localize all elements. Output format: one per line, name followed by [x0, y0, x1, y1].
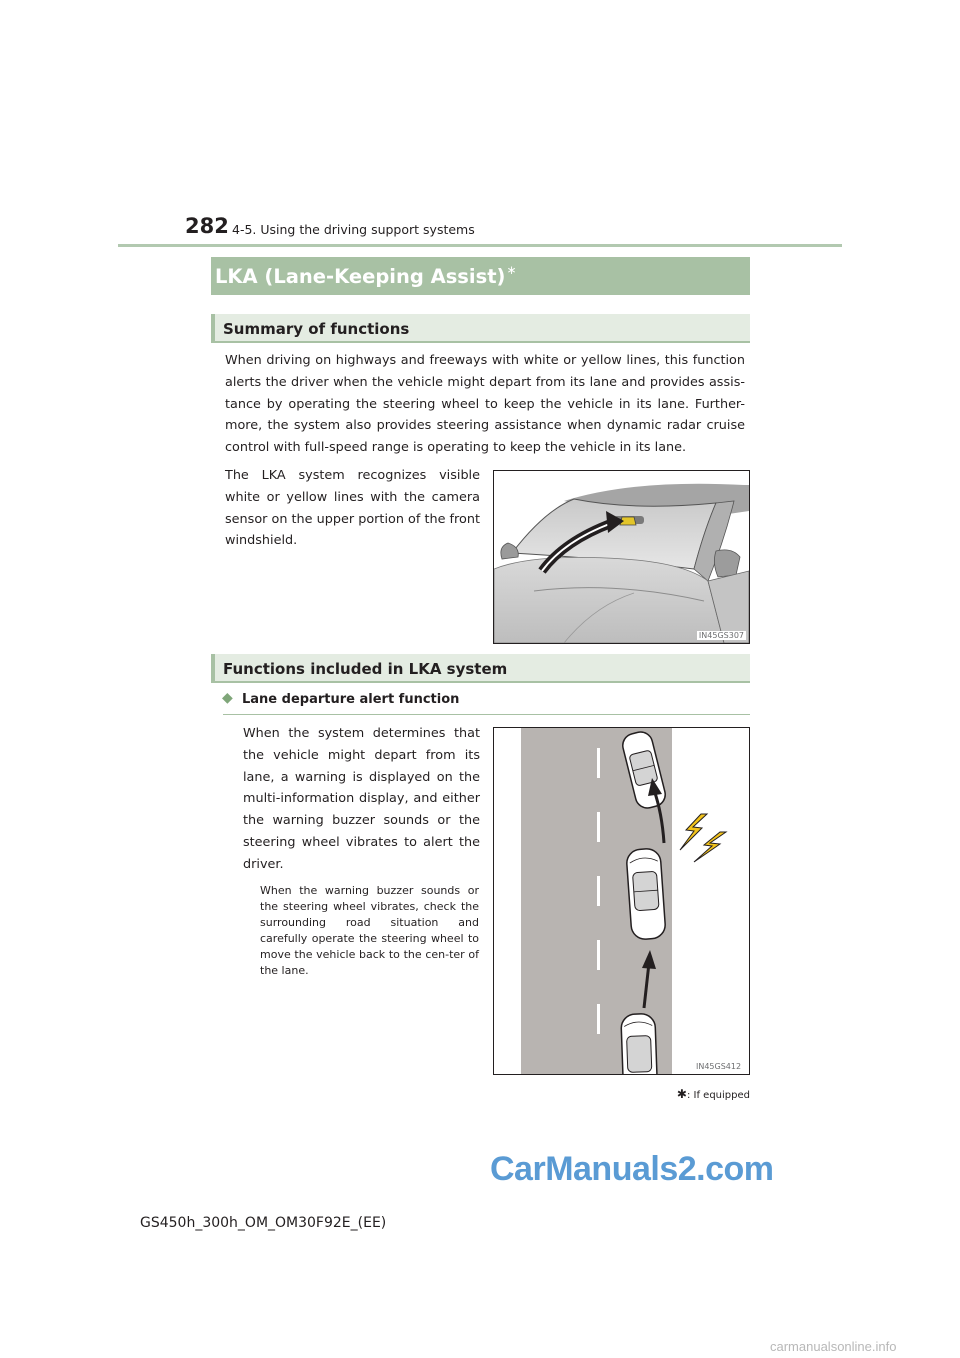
approaching-car-icon [621, 1013, 658, 1074]
summary-heading-marker [211, 314, 215, 343]
bottom-watermark-site: carmanualsonline.info [770, 1339, 897, 1354]
lane-departure-title: Lane departure alert function [242, 692, 460, 707]
figure-id-label: IN45GS412 [696, 1062, 742, 1071]
lane-departure-illustration [494, 728, 749, 1074]
functions-heading-marker [211, 654, 215, 683]
diamond-bullet-icon: ◆ [222, 690, 233, 706]
lane-departure-figure [493, 727, 750, 1075]
lane-departure-title-rule [223, 714, 750, 715]
camera-paragraph: The LKA system recognizes visible white or yellow lines with the camera sensor on the upper portion of the front windshield. [225, 468, 480, 549]
footer-document-code: GS450h_300h_OM_OM30F92E_(EE) [140, 1215, 387, 1231]
main-title-text: LKA (Lane-Keeping Assist) [215, 265, 506, 288]
windshield-camera-figure [493, 470, 750, 644]
summary-heading: Summary of functions [223, 320, 410, 338]
page-number: 282 [185, 214, 229, 238]
summary-paragraph: When driving on highways and freeways with white or yellow lines, this function alerts the driver when the vehicle might depart from its lane and provides assis-tance by operating the steering wheel to keep the vehicle in its lane. Further-more, the system also provides steering assistance when dynamic radar cruise control with full-speed range is operating to keep the vehicle in its lane. [225, 353, 745, 456]
windshield-car-illustration [494, 471, 749, 643]
footnote-marker: ✱ [676, 1087, 687, 1101]
caution-note: When the warning buzzer sounds or the steering wheel vibrates, check the surrounding road situation and carefully operate the steering wheel to move the vehicle back to the cen-ter of the lane. [260, 884, 479, 977]
drifting-car-icon [626, 848, 666, 940]
main-title [215, 265, 517, 288]
watermark-logo[interactable]: CarManuals2.com [490, 1150, 774, 1188]
if-equipped-marker: ∗ [506, 263, 517, 277]
figure-id-label: IN45GS307 [698, 631, 744, 640]
lane-departure-body: When the system determines that the vehicle might depart from its lane, a warning is displayed on the multi-information display, and either the warning buzzer sounds or the steering wheel vibrates to alert the driver. [243, 726, 480, 872]
section-header: 4-5. Using the driving support systems [232, 222, 475, 237]
functions-heading: Functions included in LKA system [223, 660, 508, 678]
header-rule [118, 244, 842, 247]
if-equipped-footnote [660, 1087, 750, 1101]
footnote-text: : If equipped [686, 1090, 750, 1101]
